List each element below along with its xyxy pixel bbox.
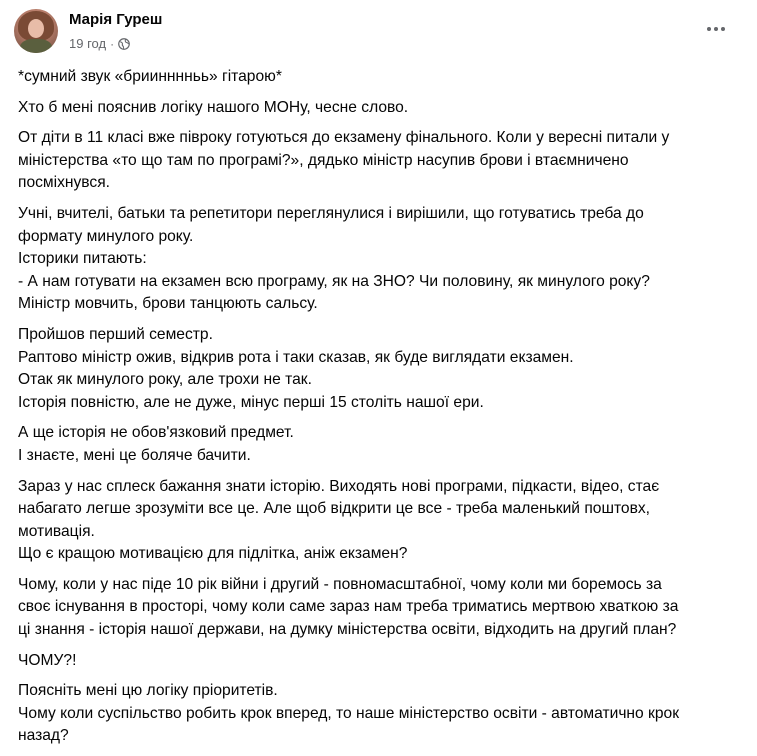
post-paragraph [18,574,740,642]
avatar-shirt [20,39,52,53]
post-text-line: Чому коли суспільство робить крок вперед, то наше міністерство освіти - автоматично крок [18,704,680,722]
post-text-line: Поясніть мені цю логіку пріоритетів. [18,682,278,700]
post-text-line: Міністр мовчить, брови танцюють сальсу. [18,295,318,313]
post-text-line: І знаєте, мені це боляче бачити. [18,446,251,464]
more-options-icon[interactable] [698,17,734,41]
post-header [14,9,744,57]
post-paragraph [18,422,740,467]
post-paragraph [18,650,740,673]
post-paragraph [18,66,740,89]
post-text-line: Раптово міністр ожив, відкрив рота і таки сказав, як буде виглядати екзамен. [18,348,574,366]
post-text-line: Хто б мені пояснив логіку нашого МОНу, чесне слово. [18,98,409,116]
post-text-line: посміхнувся. [18,174,110,192]
post-text-line: Чому, коли у нас піде 10 рік війни і другий - повномасштабної, чому коли ми боремось за [18,575,662,593]
meta-separator: · [110,36,115,51]
post-paragraph [18,127,740,195]
author-name[interactable]: Марія Гуреш [69,11,163,28]
post-text-line: ЧОМУ?! [18,651,77,669]
more-dot [714,27,718,31]
post-text-line: Учні, вчителі, батьки та репетитори переглянулися і вирішили, що готуватись треба до [18,204,644,222]
post-text-line: От діти в 11 класі вже півроку готуються до екзамену фінального. Коли у вересні питали у [18,129,670,147]
post-text-line: - А нам готувати на екзамен всю програму, як на ЗНО? Чи половину, як минулого року? [18,272,650,290]
post-text-line: *сумний звук «бриинннньь» гітарою* [18,68,282,85]
post-text-line: ці знання - історія нашої держави, на думку міністерства освіти, відходить на другий план? [18,621,677,639]
post-text-line: мотивація. [18,522,95,540]
more-dot [707,27,711,31]
post-text-line: Історики питають: [18,250,147,268]
more-dot [721,27,725,31]
post-time[interactable]: 19 год [69,36,107,51]
post-paragraph [18,476,740,566]
post-text-line: формату минулого року. [18,227,194,245]
post-text-line: Пройшов перший семестр. [18,325,213,343]
post-text-line: своє існування в просторі, чому коли саме зараз нам треба триматись мертвою хваткою за [18,598,679,616]
post-text-line: набагато легше зрозуміти все це. Але щоб відкрити це все - треба маленький поштовх, [18,500,651,518]
post-text-line: А ще історія не обов'язковий предмет. [18,424,294,442]
post-text-line: Що є кращою мотивацією для підлітка, аніж екзамен? [18,545,408,563]
avatar-face [28,19,44,38]
post-body [18,66,740,756]
post-paragraph [18,203,740,316]
post-text-line: назад? [18,727,69,745]
post-text-line: Зараз у нас сплеск бажання знати історію. Виходять нові програми, підкасти, відео, стає [18,477,660,495]
post-text-line: Історія повністю, але не дуже, мінус перші 15 століть нашої ери. [18,393,484,411]
post-text-line: міністерства «то що там по програмі?», дядько міністр насупив брови і втаємничено [18,151,629,169]
globe-icon[interactable] [118,38,130,50]
post-text-line: Отак як минулого року, але трохи не так. [18,371,312,389]
post-paragraph [18,97,740,120]
post-paragraph [18,680,740,748]
avatar[interactable] [14,9,58,53]
post-paragraph [18,324,740,414]
post-meta [69,36,130,51]
